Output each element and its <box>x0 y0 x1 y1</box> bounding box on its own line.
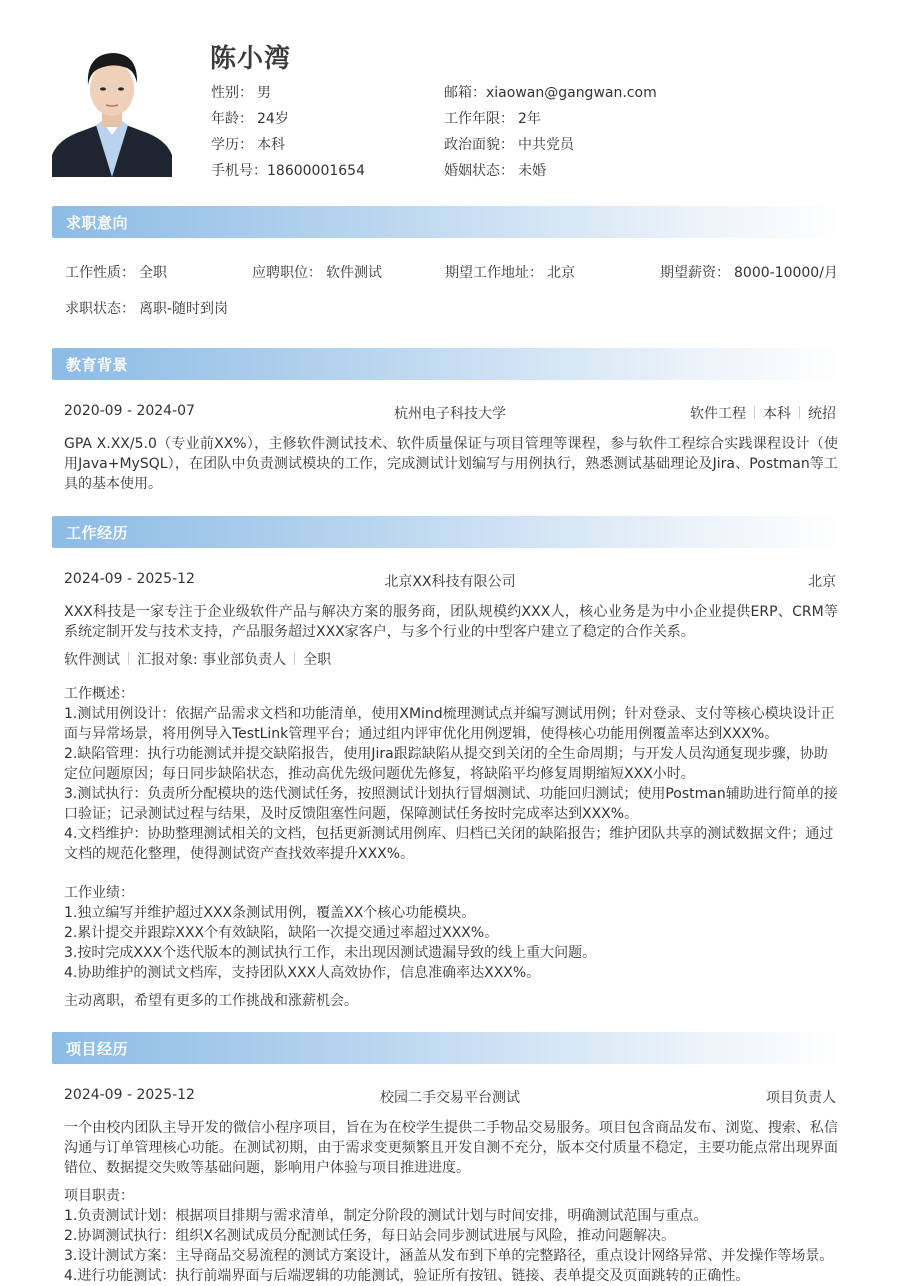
divider <box>128 652 129 665</box>
intention-job-type <box>65 262 167 282</box>
person-photo-icon <box>52 43 172 177</box>
education-major: 软件工程 <box>690 406 746 422</box>
kv-value: 全职 <box>139 265 167 281</box>
info-label: 性别： <box>211 85 253 101</box>
work-overview-title: 工作概述： <box>64 686 134 702</box>
kv-label: 期望薪资： <box>660 265 730 281</box>
project-duty-item: 3.设计测试方案：主导商品交易流程的测试方案设计，涵盖从发布到下单的完整路径，重点设计网络异常、并发操作等场景。 <box>64 1248 834 1264</box>
work-tags <box>64 649 331 669</box>
project-duties <box>64 1186 838 1286</box>
work-tag: 软件测试 <box>64 652 120 668</box>
work-leave-reason: 主动离职，希望有更多的工作挑战和涨薪机会。 <box>64 993 358 1009</box>
info-value: 24岁 <box>257 111 289 127</box>
info-label: 工作年限： <box>444 111 514 127</box>
work-achievement-item: 4.协助维护的测试文档库，支持团队XXX人高效协作，信息准确率达XXX%。 <box>64 965 541 981</box>
info-label: 政治面貌： <box>444 137 514 153</box>
education-entry-header <box>64 403 836 425</box>
kv-value: 离职-随时到岗 <box>139 301 229 317</box>
project-period: 2024-09 - 2025-12 <box>64 1087 195 1103</box>
work-achievements <box>64 883 838 983</box>
info-label: 邮箱： <box>444 85 486 101</box>
project-role: 项目负责人 <box>766 1090 836 1106</box>
divider <box>754 406 755 419</box>
intention-position <box>252 262 382 282</box>
info-value: 本科 <box>257 137 285 153</box>
kv-label: 应聘职位： <box>252 265 322 281</box>
project-description: 一个由校内团队主导开发的微信小程序项目，旨在为在校学生提供二手物品交易服务。项目包含商品发布、浏览、搜索、私信沟通与订单管理核心功能。在测试初期，由于需求变更频繁且开发自测不充分，版本交付质量不稳定，主要功能点常出现界面错位、数据提交失败等基础问题，影响用户体验与项目推进进度。 <box>64 1120 838 1176</box>
candidate-name: 陈小湾 <box>210 44 292 74</box>
section-title: 工作经历 <box>66 524 129 542</box>
kv-label: 工作性质： <box>65 265 135 281</box>
info-value: 中共党员 <box>518 137 574 153</box>
work-overview-item: 3.测试执行：负责所分配模块的迭代测试任务，按照测试计划执行冒烟测试、功能回归测试；使用Postman辅助进行简单的接口验证；记录测试过程与结果，及时反馈阻塞性问题，保障测试任务按时完成率达到XXX%。 <box>64 786 838 822</box>
info-label: 手机号： <box>211 163 267 179</box>
work-tag: 全职 <box>303 652 332 668</box>
project-duty-item: 1.负责测试计划：根据项目排期与需求清单，制定分阶段的测试计划与时间安排，明确测试范围与重点。 <box>64 1208 708 1224</box>
divider <box>294 652 295 665</box>
work-overview-item: 2.缺陷管理：执行功能测试并提交缺陷报告，使用Jira跟踪缺陷从提交到关闭的全生命周期；与开发人员沟通复现步骤，协助定位问题原因；每日同步缺陷状态，推动高优先级问题优先修复，将缺陷平均修复周期缩短XXX小时。 <box>64 746 828 782</box>
profile-photo <box>52 43 172 177</box>
project-name: 校园二手交易平台测试 <box>380 1090 520 1106</box>
section-title: 求职意向 <box>66 214 129 232</box>
work-achievement-item: 2.累计提交并跟踪XXX个有效缺陷，缺陷一次提交通过率超过XXX%。 <box>64 925 499 941</box>
intention-salary <box>660 262 838 282</box>
section-header-intention <box>52 206 840 238</box>
kv-value: 软件测试 <box>326 265 382 281</box>
section-title: 项目经历 <box>66 1040 129 1058</box>
education-degree: 本科 <box>763 406 791 422</box>
work-overview <box>64 684 838 864</box>
work-overview-item: 4.文档维护：协助整理测试相关的文档，包括更新测试用例库、归档已关闭的缺陷报告；维护团队共享的测试数据文件；通过文档的规范化整理，使得测试资产查找效率提升XXX%。 <box>64 826 834 862</box>
project-duty-item: 2.协调测试执行：组织X名测试成员分配测试任务，每日站会同步测试进展与风险，推动问题解决。 <box>64 1228 675 1244</box>
education-type: 统招 <box>808 406 836 422</box>
divider <box>799 406 800 419</box>
info-age <box>211 108 365 134</box>
work-achievement-item: 1.独立编写并维护超过XXX条测试用例，覆盖XX个核心功能模块。 <box>64 905 476 921</box>
info-label: 学历： <box>211 137 253 153</box>
info-political-status <box>444 134 657 160</box>
info-work-years <box>444 108 657 134</box>
section-header-education <box>52 348 840 380</box>
work-entry-header <box>64 571 836 593</box>
info-value: xiaowan@gangwan.com <box>486 85 657 101</box>
section-header-work <box>52 516 840 548</box>
section-title: 教育背景 <box>66 356 129 374</box>
education-period: 2020-09 - 2024-07 <box>64 403 195 419</box>
info-value: 18600001654 <box>267 163 365 179</box>
work-company: 北京XX科技有限公司 <box>384 574 516 590</box>
work-company-description: XXX科技是一家专注于企业级软件产品与解决方案的服务商，团队规模约XXX人，核心业务是为中小企业提供ERP、CRM等系统定制开发与技术支持，产品服务超过XXX家客户，与多个行业的中型客户建立了稳定的合作关系。 <box>64 604 838 640</box>
project-duties-title: 项目职责： <box>64 1188 134 1204</box>
info-phone <box>211 160 365 186</box>
education-school: 杭州电子科技大学 <box>394 406 506 422</box>
section-header-project <box>52 1032 840 1064</box>
basic-info-left <box>211 82 365 186</box>
info-label: 年龄： <box>211 111 253 127</box>
kv-label: 求职状态： <box>65 301 135 317</box>
education-meta <box>690 403 836 423</box>
kv-value: 8000-10000/月 <box>734 265 838 281</box>
work-overview-item: 1.测试用例设计：依据产品需求文档和功能清单，使用XMind梳理测试点并编写测试用例；针对登录、支付等核心模块设计正面与异常场景，将用例导入TestLink管理平台；通过组内评审优化用例逻辑，使得核心功能用例覆盖率达到XXX%。 <box>64 706 835 742</box>
work-achievement-item: 3.按时完成XXX个迭代版本的测试执行工作，未出现因测试遗漏导致的线上重大问题。 <box>64 945 597 961</box>
info-marital-status <box>444 160 657 186</box>
project-duty-item: 4.进行功能测试：执行前端界面与后端逻辑的功能测试，验证所有按钮、链接、表单提交及页面跳转的正确性。 <box>64 1268 750 1284</box>
kv-label: 期望工作地址： <box>445 265 543 281</box>
work-achievements-title: 工作业绩： <box>64 885 134 901</box>
project-entry-header <box>64 1087 836 1109</box>
info-gender <box>211 82 365 108</box>
work-location: 北京 <box>808 574 836 590</box>
education-description: GPA X.XX/5.0（专业前XX%），主修软件测试技术、软件质量保证与项目管理等课程，参与软件工程综合实践课程设计（使用Java+MySQL），在团队中负责测试模块的工作，完成测试计划编写与用例执行，熟悉测试基础理论及Jira、Postman等工具的基本使用。 <box>64 436 838 492</box>
kv-value: 北京 <box>547 265 575 281</box>
info-education-level <box>211 134 365 160</box>
work-period: 2024-09 - 2025-12 <box>64 571 195 587</box>
info-value: 2年 <box>518 111 541 127</box>
intention-status <box>65 298 228 318</box>
intention-location <box>445 262 575 282</box>
work-tag: 汇报对象: 事业部负责人 <box>137 652 287 668</box>
info-value: 未婚 <box>518 163 546 179</box>
basic-info-right <box>444 82 657 186</box>
info-value: 男 <box>257 85 271 101</box>
info-label: 婚姻状态： <box>444 163 514 179</box>
info-email <box>444 82 657 108</box>
